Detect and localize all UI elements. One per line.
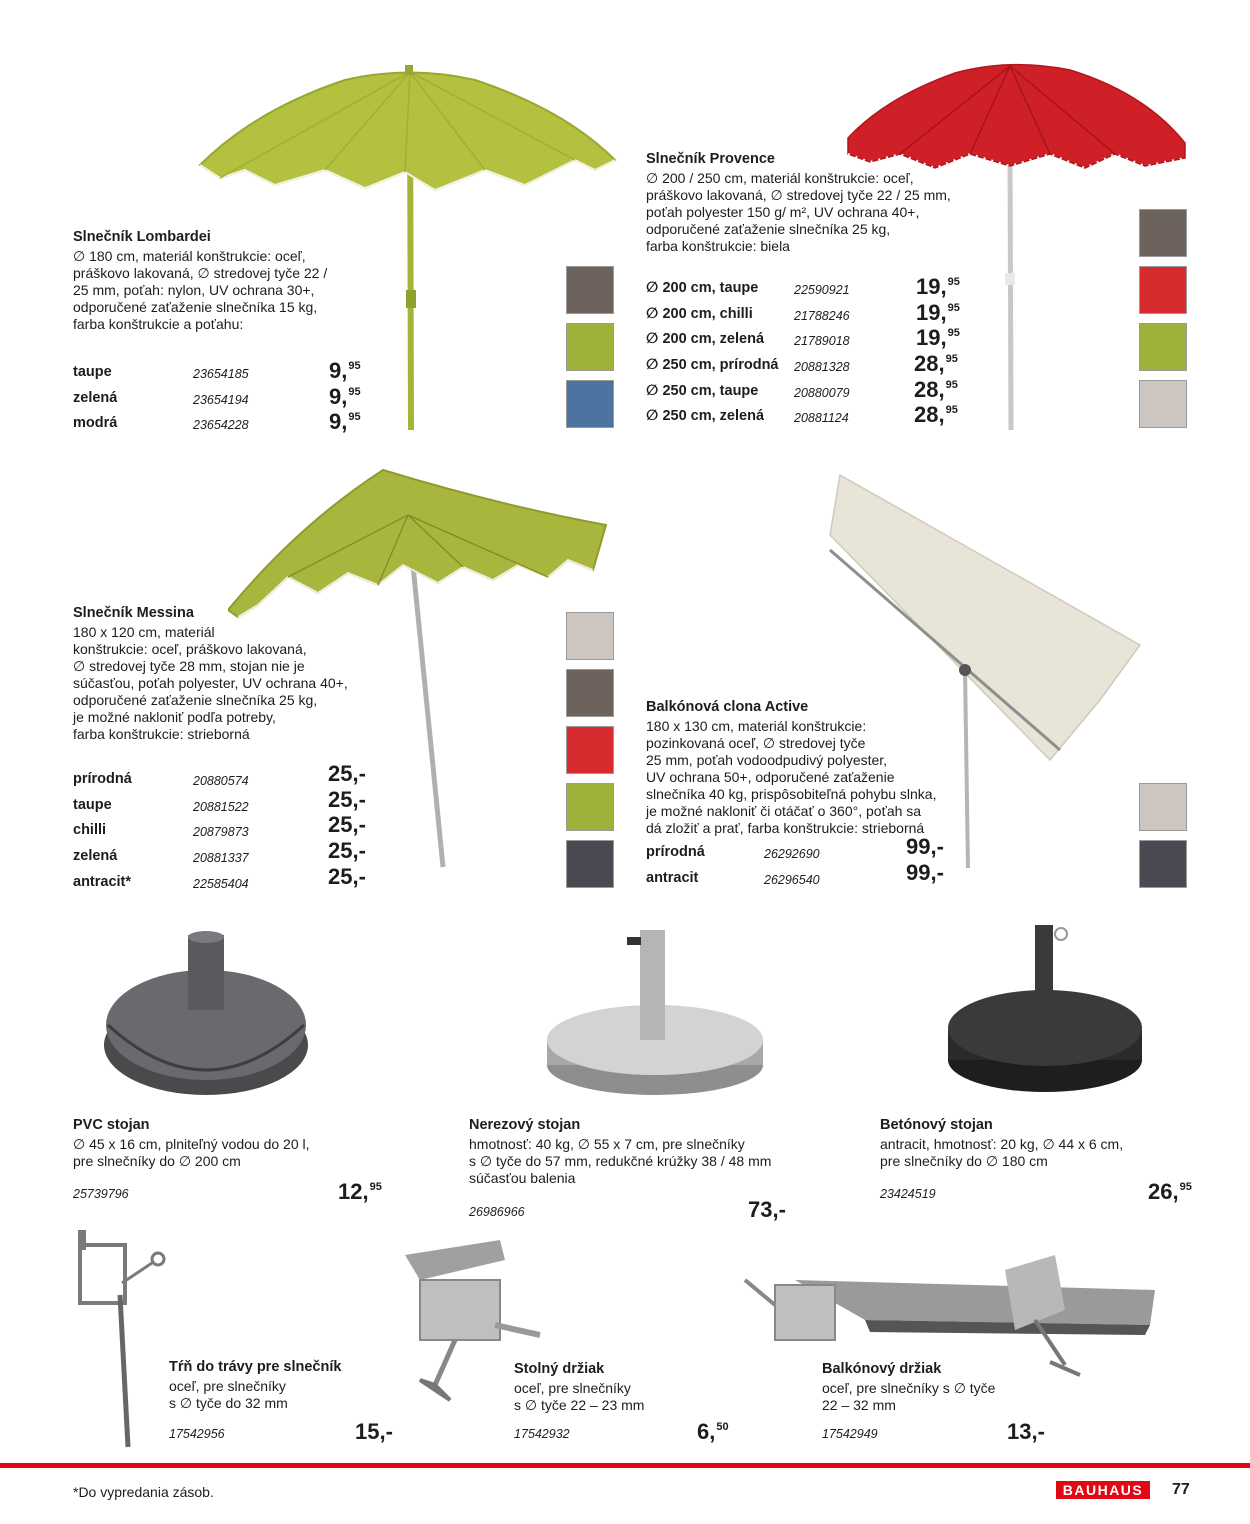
variant-name: modrá bbox=[73, 415, 118, 432]
variant-code: 20880079 bbox=[794, 385, 850, 400]
product-title: Betónový stojan bbox=[880, 1117, 993, 1133]
product-price: 26,95 bbox=[1148, 1179, 1192, 1204]
variant-name: taupe bbox=[73, 796, 112, 813]
variant-row bbox=[646, 299, 966, 328]
product-code: 26986966 bbox=[469, 1205, 525, 1219]
product-active bbox=[646, 699, 946, 891]
variant-name: chilli bbox=[73, 822, 107, 839]
variant-price: 19,95 bbox=[916, 274, 960, 299]
variant-row bbox=[73, 411, 373, 437]
variant-name: prírodná bbox=[73, 771, 132, 787]
variant-name: ∅ 250 cm, taupe bbox=[646, 382, 759, 399]
product-messina bbox=[73, 605, 373, 895]
variant-price: 25,- bbox=[328, 838, 366, 864]
product-description: hmotnosť: 40 kg, ∅ 55 x 7 cm, pre slnečníky s ∅ tyče do 57 mm, redukčné krúžky 38 / 48 mm súčasťou balenia bbox=[469, 1136, 772, 1186]
swatch-messina-prirodna bbox=[566, 612, 614, 660]
product-lombardei bbox=[73, 229, 373, 437]
variant-name: zelená bbox=[73, 389, 118, 406]
product-title: Nerezový stojan bbox=[469, 1117, 581, 1133]
product-code: 23424519 bbox=[880, 1187, 936, 1201]
product-title: Slnečník Provence bbox=[646, 151, 775, 167]
variant-code: 20881328 bbox=[794, 360, 850, 375]
variant-name: prírodná bbox=[646, 844, 705, 860]
variant-price: 28,95 bbox=[914, 376, 958, 402]
product-price: 73,- bbox=[748, 1197, 786, 1222]
variant-row bbox=[73, 863, 373, 896]
swatch-lombardei-taupe bbox=[566, 266, 614, 314]
product-title: PVC stojan bbox=[73, 1117, 150, 1133]
footer-divider bbox=[0, 1463, 1250, 1468]
variant-price: 99,- bbox=[906, 834, 944, 859]
product-title: Stolný držiak bbox=[514, 1361, 605, 1377]
product-title: Slnečník Messina bbox=[73, 605, 194, 621]
variant-name: ∅ 200 cm, chilli bbox=[646, 305, 753, 322]
swatch-active-antracit bbox=[1139, 840, 1187, 888]
swatch-messina-zelena bbox=[566, 783, 614, 831]
bauhaus-logo: BAUHAUS bbox=[1056, 1481, 1150, 1499]
variant-row bbox=[646, 353, 966, 379]
swatch-messina-antracit bbox=[566, 840, 614, 888]
product-title: Balkónový držiak bbox=[822, 1361, 942, 1377]
product-price: 13,- bbox=[1007, 1419, 1045, 1444]
product-title: Tŕň do trávy pre slnečník bbox=[169, 1359, 342, 1375]
variant-price: 28,95 bbox=[914, 351, 958, 377]
variant-price: 9,95 bbox=[329, 383, 361, 409]
swatch-provence-taupe bbox=[1139, 209, 1187, 257]
variant-name: ∅ 250 cm, zelená bbox=[646, 408, 765, 425]
swatch-messina-taupe bbox=[566, 669, 614, 717]
swatch-provence-zelena bbox=[1139, 323, 1187, 371]
product-description: ∅ 45 x 16 cm, plniteľný vodou do 20 l, pre slnečníky do ∅ 200 cm bbox=[73, 1136, 310, 1169]
variant-code: 26292690 bbox=[764, 847, 820, 861]
product-description: oceľ, pre slnečníky s ∅ tyče 22 – 32 mm bbox=[822, 1380, 996, 1413]
product-description: ∅ 200 / 250 cm, materiál konštrukcie: oceľ, práškovo lakovaná, ∅ stredovej tyče 22 / 25 mm, poťah polyester 150 g/ m², UV ochrana 40+, odporučené zaťaženie slnečníka 25 kg, farba konštrukcie: biela bbox=[646, 170, 951, 254]
variant-code: 20881337 bbox=[193, 851, 249, 866]
variant-name: ∅ 200 cm, zelená bbox=[646, 331, 765, 348]
variant-price: 25,- bbox=[328, 786, 366, 812]
product-title: Balkónová clona Active bbox=[646, 699, 809, 715]
variant-code: 26296540 bbox=[764, 872, 820, 887]
product-pvc bbox=[73, 1117, 393, 1170]
variant-code: 23654228 bbox=[193, 418, 249, 433]
variant-code: 20881522 bbox=[193, 799, 249, 814]
variant-price: 9,95 bbox=[329, 409, 361, 435]
variant-name: zelená bbox=[73, 848, 118, 865]
page-number: 77 bbox=[1172, 1481, 1190, 1498]
product-code: 25739796 bbox=[73, 1187, 129, 1201]
variant-row bbox=[646, 327, 966, 353]
product-stolny bbox=[514, 1361, 734, 1414]
variant-price: 25,- bbox=[328, 863, 366, 889]
variant-name: antracit* bbox=[73, 873, 132, 890]
product-description: ∅ 180 cm, materiál konštrukcie: oceľ, práškovo lakovaná, ∅ stredovej tyče 22 / 25 mm, poťah: nylon, UV ochrana 30+, odporučené zaťaženie slnečníka 15 kg, farba konštrukcie a poťahu: bbox=[73, 248, 328, 332]
variant-code: 20881124 bbox=[794, 411, 849, 426]
product-beton bbox=[880, 1117, 1180, 1170]
swatch-provence-prirodna bbox=[1139, 380, 1187, 428]
variant-code: 22590921 bbox=[794, 283, 850, 297]
swatch-lombardei-modra bbox=[566, 380, 614, 428]
variant-code: 21789018 bbox=[794, 334, 850, 349]
variant-price: 25,- bbox=[328, 761, 366, 786]
product-trn bbox=[169, 1359, 389, 1412]
variant-code: 20880574 bbox=[193, 774, 249, 788]
product-description: 180 x 130 cm, materiál konštrukcie: pozinkovaná oceľ, ∅ stredovej tyče 25 mm, poťah vodoodpudivý polyester, UV ochrana 50+, odporučené zaťaženie slnečníka 40 kg, prispôsobiteľná pohybu slnka, je možné nakloniť či otáčať o 360°, poťah sa dá zložiť a prať, farba konštrukcie: strieborná bbox=[646, 718, 937, 836]
product-provence bbox=[646, 151, 966, 430]
swatch-provence-chilli bbox=[1139, 266, 1187, 314]
product-code: 17542949 bbox=[822, 1427, 878, 1441]
variant-name: ∅ 250 cm, prírodná bbox=[646, 357, 779, 374]
swatch-lombardei-zelena bbox=[566, 323, 614, 371]
product-title: Slnečník Lombardei bbox=[73, 229, 211, 245]
product-description: 180 x 120 cm, materiál konštrukcie: oceľ, práškovo lakovaná, ∅ stredovej tyče 28 mm, stojan nie je súčasťou, poťah polyester, UV ochrana 40+, odporučené zaťaženie slnečníka 25 kg, je možné nakloniť podľa potreby, farba konštrukcie: strieborná bbox=[73, 624, 348, 742]
product-description: oceľ, pre slnečníky s ∅ tyče do 32 mm bbox=[169, 1378, 288, 1411]
ground-spike-image bbox=[70, 1225, 170, 1450]
variant-price: 25,- bbox=[328, 812, 366, 838]
concrete-stand-image bbox=[945, 920, 1145, 1100]
variant-name: taupe bbox=[73, 364, 112, 380]
variant-row bbox=[646, 376, 966, 405]
variant-row bbox=[646, 404, 966, 430]
product-description: antracit, hmotnosť: 20 kg, ∅ 44 x 6 cm, pre slnečníky do ∅ 180 cm bbox=[880, 1136, 1124, 1169]
product-price: 15,- bbox=[355, 1419, 393, 1444]
variant-row bbox=[73, 360, 373, 386]
variant-code: 23654194 bbox=[193, 392, 249, 407]
variant-row bbox=[646, 859, 946, 892]
variant-price: 19,95 bbox=[916, 325, 960, 351]
variant-name: ∅ 200 cm, taupe bbox=[646, 280, 759, 296]
variant-code: 21788246 bbox=[794, 308, 850, 323]
footnote: *Do vypredania zásob. bbox=[73, 1484, 214, 1500]
product-description: oceľ, pre slnečníky s ∅ tyče 22 – 23 mm bbox=[514, 1380, 645, 1413]
variant-price: 9,95 bbox=[329, 358, 361, 383]
variant-code: 23654185 bbox=[193, 367, 249, 381]
variant-row bbox=[646, 276, 966, 302]
product-nerez bbox=[469, 1117, 799, 1187]
product-balkonovy bbox=[822, 1361, 1042, 1414]
variant-code: 20879873 bbox=[193, 825, 249, 840]
variant-row bbox=[73, 383, 373, 412]
product-code: 17542932 bbox=[514, 1427, 570, 1441]
variant-price: 99,- bbox=[906, 859, 944, 885]
swatch-active-prirodna bbox=[1139, 783, 1187, 831]
variant-row bbox=[646, 834, 946, 866]
variant-price: 19,95 bbox=[916, 299, 960, 325]
variant-name: antracit bbox=[646, 869, 699, 886]
pvc-stand-image bbox=[100, 925, 312, 1100]
swatch-messina-chilli bbox=[566, 726, 614, 774]
variant-price: 28,95 bbox=[914, 402, 958, 428]
variant-code: 22585404 bbox=[193, 876, 249, 891]
steel-stand-image bbox=[545, 925, 765, 1100]
product-price: 12,95 bbox=[338, 1179, 382, 1204]
product-price: 6,50 bbox=[697, 1419, 729, 1444]
product-code: 17542956 bbox=[169, 1427, 225, 1441]
